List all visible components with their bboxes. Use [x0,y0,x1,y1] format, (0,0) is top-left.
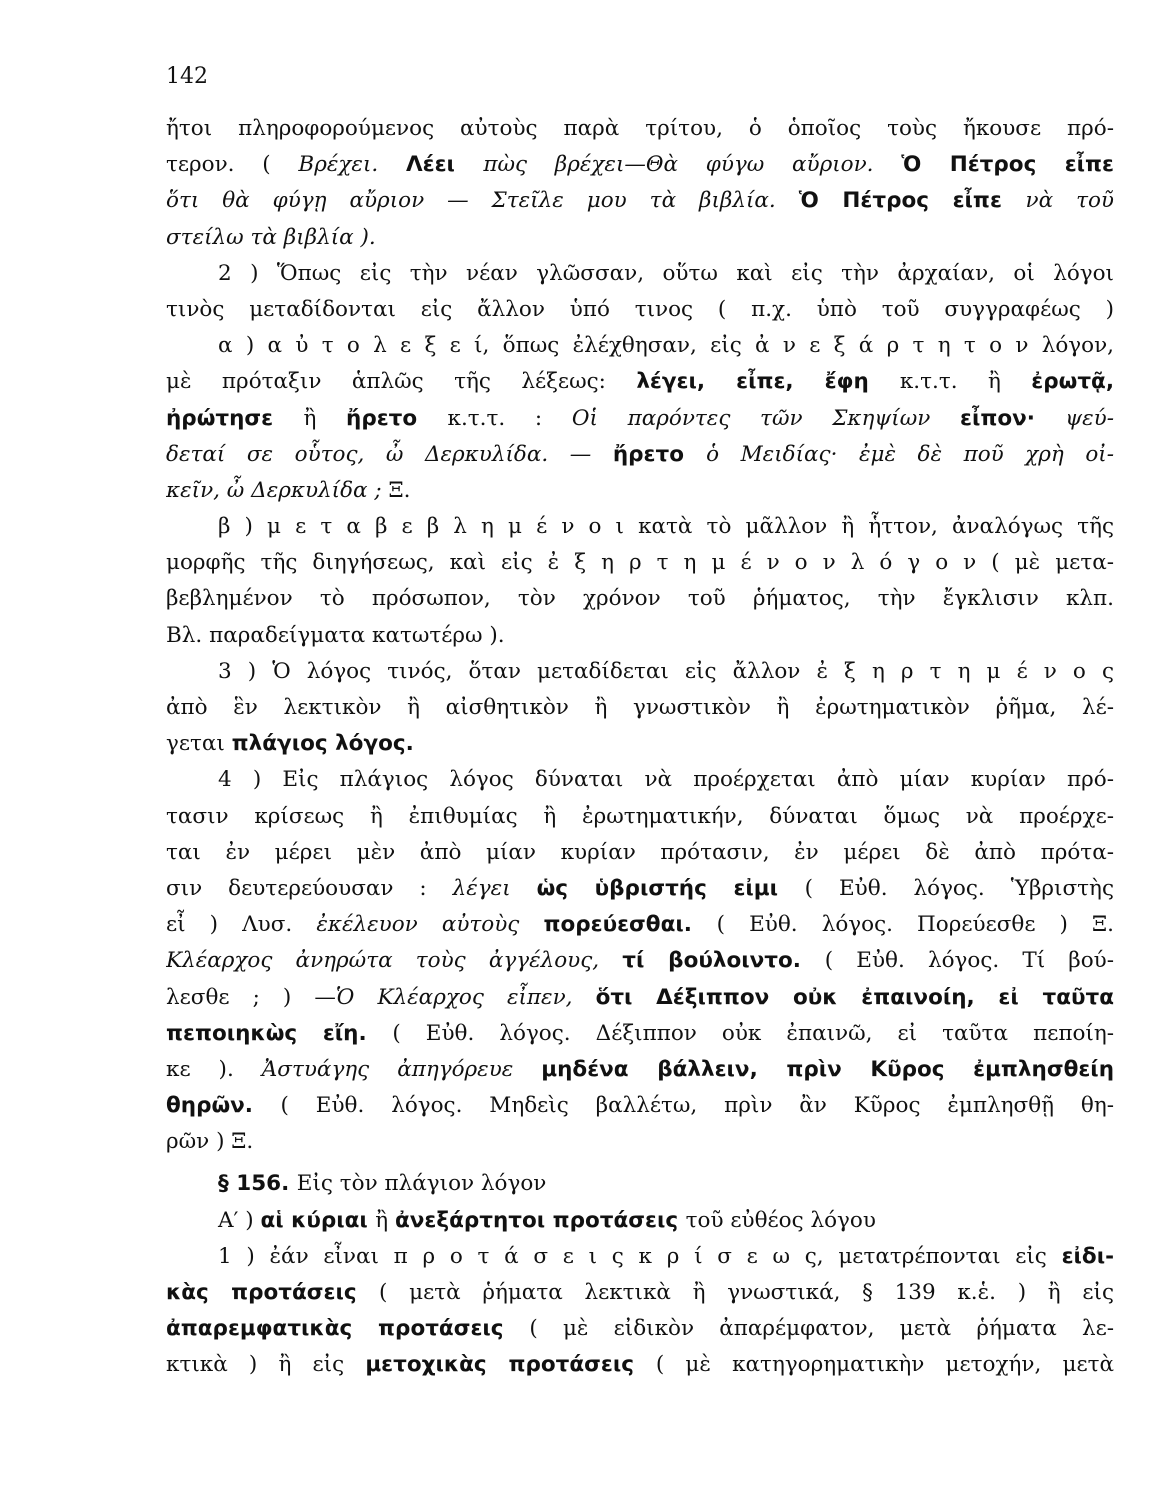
text-line [166,1347,1114,1383]
text-run: ( Εὐθ. λόγος. Ὑβριστὴς [804,875,1114,901]
text-line [166,509,1114,545]
text-line [166,328,1114,364]
text-run: ἤτοι πληροφορούμενος αὐτοὺς παρὰ τρίτου, ὁ ὁποῖος τοὺς ἤκουσε πρό- [166,116,1114,141]
text-run: μορφῆς τῆς διηγήσεως, καὶ εἰς ἐ ξ η ρ τ η μ έ ν ο ν λ ό γ ο ν ( μὲ μετα- [166,550,1114,576]
text-run: Βλ. παραδείγματα κατωτέρω ). [166,622,505,648]
text-line [166,545,1114,581]
text-line [166,183,1114,219]
text-run-italic: ψεύ- [1065,405,1114,431]
text-run-bold: αἱ κύριαι [260,1207,376,1233]
section-title: Εἰς τὸν πλάγιον λόγον [296,1171,547,1197]
text-run-bold: Ὁ Πέτρος εἶπε [901,152,1114,178]
text-run: σιν δευτερεύουσαν : [166,875,453,901]
text-run: εἶ ) Λυσ. [166,912,317,938]
text-run-italic: ἐκέλευον αὐτοὺς [316,912,544,938]
text-run: ( μὲ εἰδικὸν ἀπαρέμφατον, μετὰ ῥήματα λε- [529,1316,1114,1342]
text-line [166,1088,1114,1124]
text-line [166,1239,1114,1275]
text-run-italic: πὼς βρέχει—Θὰ φύγω αὔριον. [483,152,902,178]
text-run-bold: ἤρετο [612,441,707,467]
text-run: Α′ ) [218,1207,261,1233]
text-run-bold: πορεύεσθαι. [543,912,717,938]
text-run-italic: κεῖν, ὦ Δερκυλίδα ; [166,477,389,503]
text-run: ( Εὐθ. λόγος. Δέξιππον οὐκ ἐπαινῶ, εἰ ταῦτα πεποίη- [392,1020,1114,1046]
text-run-bold: κὰς προτάσεις [166,1280,379,1305]
text-run: Ξ. [388,477,411,503]
text-line [166,654,1114,690]
text-run: ( Εὐθ. λόγος. Μηδεὶς βαλλέτω, πρὶν ἂν Κῦρος ἐμπλησθῇ θη- [280,1093,1114,1119]
text-run-bold: θηρῶν. [166,1093,281,1119]
text-run: ( Εὐθ. λόγος. Πορεύεσθε ) Ξ. [716,912,1114,938]
text-line [166,1052,1114,1088]
text-run: 4 ) Εἰς πλάγιος λόγος δύναται νὰ προέρχεται ἀπὸ μίαν κυρίαν πρό- [218,767,1114,793]
text-line [166,292,1114,328]
text-run: ( μὲ κατηγορηματικὴν μετοχήν, μετὰ [655,1352,1114,1378]
text-run: κ.τ.τ. ἢ [899,369,1032,395]
text-run-bold: ὡς ὑβριστής εἰμι [536,875,805,901]
text-line [166,1124,1114,1160]
text-line [166,690,1114,726]
text-line [166,220,1114,256]
text-run: τοῦ εὐθέος λόγου [685,1207,876,1233]
text-line [166,1311,1114,1347]
text-run-bold: μηδένα βάλλειν, πρὶν Κῦρος ἐμπλησθείη [541,1056,1114,1082]
text-run-bold: εἰδι- [1061,1243,1114,1269]
text-run: α ) α ὐ τ ο λ ε ξ ε ί, ὅπως ἐλέχθησαν, εἰς ἀ ν ε ξ ά ρ τ η τ ο ν λόγον, [218,333,1114,359]
text-run: ται ἐν μέρει μὲν ἀπὸ μίαν κυρίαν πρότασιν, ἐν μέρει δὲ ἀπὸ πρότα- [166,839,1114,865]
text-run-bold: Ὁ Πέτρος εἶπε [798,188,1026,214]
text-line [166,618,1114,654]
text-line [166,726,1114,762]
text-run: λεσθε ; ) — [166,984,336,1010]
text-line [166,256,1114,292]
text-line [166,1016,1114,1052]
text-line [166,147,1114,183]
text-run-bold: ἐρωτᾷ, [1031,369,1114,395]
text-run: ( μετὰ ῥήματα λεκτικὰ ἢ γνωστικά, § 139 κ.ἑ. ) ἢ εἰς [379,1280,1114,1305]
text-run-italic: νὰ τοῦ [1025,188,1114,214]
body-text [166,111,1114,1384]
text-run-bold: ἀνεξάρτητοι προτάσεις [395,1207,686,1233]
text-run: β ) μ ε τ α β ε β λ η μ έ ν ο ι κατὰ τὸ μᾶλλον ἢ ἧττον, ἀναλόγως τῆς [218,514,1114,540]
text-run-bold: μετοχικὰς προτάσεις [365,1352,656,1378]
text-run-bold: εἶπον· [959,405,1066,431]
text-run: βεβλημένον τὸ πρόσωπον, τὸν χρόνον τοῦ ῥήματος, τὴν ἔγκλισιν κλπ. [166,586,1114,612]
text-line [166,871,1114,907]
text-line [166,1275,1114,1311]
text-line [166,835,1114,871]
text-run: κ.τ.τ. : [447,405,572,431]
text-run: μὲ πρόταξιν ἁπλῶς τῆς λέξεως: [166,369,637,395]
text-line [166,799,1114,835]
text-line [166,111,1114,147]
page-number: 142 [166,64,208,89]
text-line [166,364,1114,400]
text-line [166,581,1114,617]
text-run: ἀπὸ ἓν λεκτικὸν ἢ αἰσθητικὸν ἢ γνωστικὸν ἢ ἐρωτηματικὸν ῥῆμα, λέ- [166,695,1114,720]
text-run-bold: ὅτι Δέξιππον οὐκ ἐπαινοίη, εἰ ταῦτα [595,984,1114,1010]
subsection-heading [166,1203,1114,1239]
text-run-italic: δεταί σε οὗτος, ὦ Δερκυλίδα. — [166,441,613,467]
text-run: γεται [166,731,232,757]
text-run: ( Εὐθ. λόγος. Τί βού- [824,948,1114,974]
text-run-bold: ἠρώτησε [166,405,304,431]
text-run: τασιν κρίσεως ἢ ἐπιθυμίας ἢ ἐρωτηματικήν, δύναται ὅμως νὰ προέρχε- [166,803,1114,829]
text-run-bold: πλάγιος λόγος. [231,731,414,757]
text-run: ἢ [375,1207,396,1233]
text-run-italic: λέγει [452,875,537,901]
section-number: § 156. [218,1171,297,1197]
text-run-italic: Κλέαρχος ἀνηρώτα τοὺς ἀγγέλους, [166,948,623,974]
text-run: τινὸς μεταδίδονται εἰς ἄλλον ὑπό τινος ( π.χ. ὑπὸ τοῦ συγγραφέως ) [166,296,1114,322]
text-line [166,401,1114,437]
text-run-italic: Ἀστυάγης ἀπηγόρευε [261,1056,542,1082]
text-line [166,762,1114,798]
text-run: 2 ) Ὅπως εἰς τὴν νέαν γλῶσσαν, οὕτω καὶ εἰς τὴν ἀρχαίαν, οἱ λόγοι [218,260,1114,286]
text-line [166,943,1114,979]
text-run-italic: Βρέχει. [298,152,406,178]
text-run: ἢ [303,405,347,431]
text-run-bold: λέγει, εἶπε, ἔφη [636,369,900,395]
text-run-bold: Λέει [405,152,484,178]
text-run-italic: Οἱ παρόντες τῶν Σκηψίων [571,405,960,431]
text-run-italic: Ὁ Κλέαρχος εἶπεν, [335,984,596,1010]
text-line [166,980,1114,1016]
text-run-italic: στείλω τὰ βιβλία ). [166,224,376,250]
text-run: τερον. ( [166,152,299,178]
text-run-bold: ἤρετο [346,405,448,431]
text-run-bold: πεποιηκὼς εἴη. [166,1020,393,1046]
text-run: 3 ) Ὁ λόγος τινός, ὅταν μεταδίδεται εἰς ἄλλον ἐ ξ η ρ τ η μ έ ν ο ς [218,658,1114,684]
text-line [166,437,1114,473]
text-run-bold: τί βούλοιντο. [622,948,825,974]
text-line [166,473,1114,509]
text-run-bold: ἀπαρεμφατικὰς προτάσεις [166,1316,530,1342]
section-heading [166,1166,1114,1202]
text-run: κτικὰ ) ἢ εἰς [166,1352,366,1378]
text-run: κε ). [166,1056,262,1082]
text-run-italic: ὁ Μειδίας· ἐμὲ δὲ ποῦ χρὴ οἰ- [706,441,1114,467]
text-run: ρῶν ) Ξ. [166,1129,254,1155]
text-run-italic: ὅτι θὰ φύγῃ αὔριον — Στεῖλε μου τὰ βιβλία. [166,188,799,214]
text-line [166,907,1114,943]
text-run: 1 ) ἐάν εἶναι π ρ ο τ ά σ ε ι ς κ ρ ί σ ε ω ς, μετατρέπονται εἰς [218,1243,1062,1269]
